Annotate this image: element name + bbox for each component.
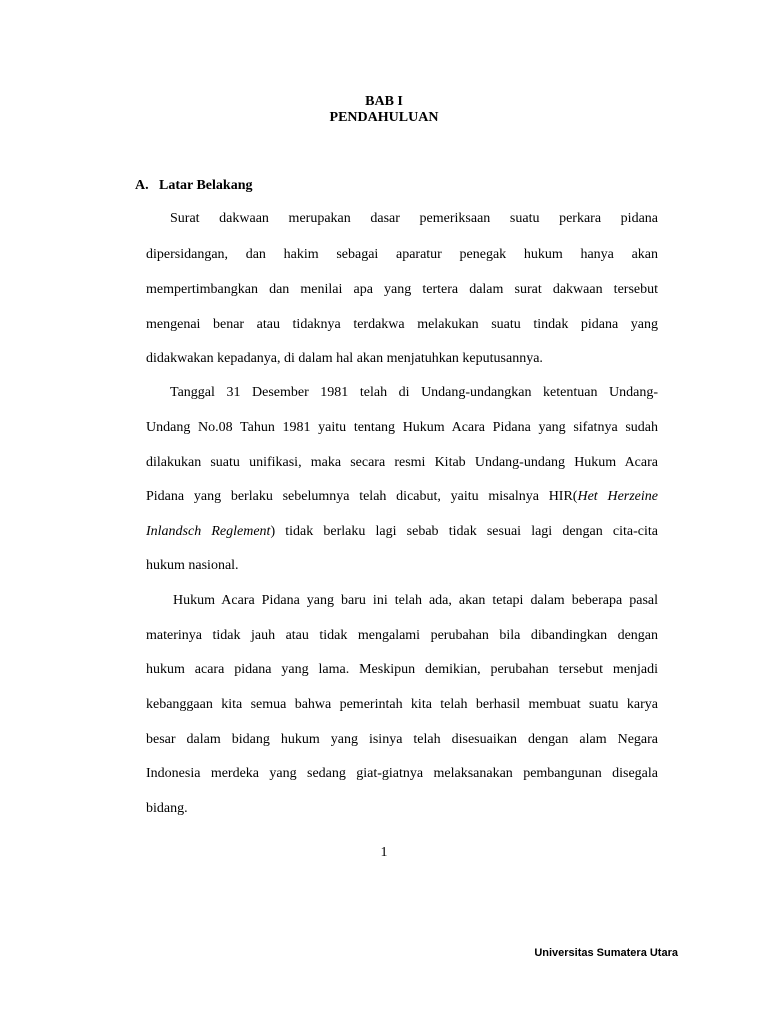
- paragraph-3-line-6: Indonesia merdeka yang sedang giat-giatnya melaksanakan pembangunan disegala: [146, 766, 658, 781]
- paragraph-1-line-2: dipersidangan, dan hakim sebagai aparatur penegak hukum hanya akan: [146, 247, 658, 262]
- paragraph-1-line-1: Surat dakwaan merupakan dasar pemeriksaan suatu perkara pidana: [170, 211, 658, 226]
- paragraph-2-line-2: Undang No.08 Tahun 1981 yaitu tentang Hukum Acara Pidana yang sifatnya sudah: [146, 420, 658, 435]
- paragraph-3-line-3: hukum acara pidana yang lama. Meskipun demikian, perubahan tersebut menjadi: [146, 662, 658, 677]
- section-marker: A.: [135, 178, 149, 193]
- paragraph-2-line-5: [146, 524, 658, 540]
- het-herzeine-italic: Het Herzeine: [577, 489, 658, 504]
- hir-text: Pidana yang berlaku sebelumnya telah dicabut, yaitu misalnya HIR(: [146, 489, 578, 504]
- paragraph-3-line-7: bidang.: [146, 801, 188, 816]
- paragraph-1-line-5: didakwakan kepadanya, di dalam hal akan menjatuhkan keputusannya.: [146, 351, 543, 366]
- paragraph-1-line-3: mempertimbangkan dan menilai apa yang tertera dalam surat dakwaan tersebut: [146, 282, 658, 297]
- paragraph-1-line-4: mengenai benar atau tidaknya terdakwa melakukan suatu tindak pidana yang: [146, 317, 658, 332]
- paragraph-2-line-1: Tanggal 31 Desember 1981 telah di Undang-undangkan ketentuan Undang-: [170, 385, 658, 400]
- footer-institution: Universitas Sumatera Utara: [534, 947, 678, 959]
- paragraph-2-line-6: hukum nasional.: [146, 558, 239, 573]
- paragraph-3-line-5: besar dalam bidang hukum yang isinya telah disesuaikan dengan alam Negara: [146, 732, 658, 747]
- chapter-title: PENDAHULUAN: [329, 110, 439, 125]
- chapter-number: BAB I: [365, 94, 403, 109]
- reglement-after-text: ) tidak berlaku lagi sebab tidak sesuai lagi dengan cita-cita: [270, 524, 658, 539]
- page-number: 1: [380, 845, 388, 860]
- paragraph-3-line-1: Hukum Acara Pidana yang baru ini telah ada, akan tetapi dalam beberapa pasal: [173, 593, 658, 608]
- section-title: Latar Belakang: [159, 178, 253, 193]
- inlandsch-reglement-italic: Inlandsch Reglement: [146, 524, 271, 539]
- paragraph-2-line-4: [146, 489, 658, 505]
- section-heading: [135, 178, 252, 194]
- paragraph-2-line-3: dilakukan suatu unifikasi, maka secara resmi Kitab Undang-undang Hukum Acara: [146, 455, 658, 470]
- paragraph-3-line-2: materinya tidak jauh atau tidak mengalami perubahan bila dibandingkan dengan: [146, 628, 658, 643]
- paragraph-3-line-4: kebanggaan kita semua bahwa pemerintah kita telah berhasil membuat suatu karya: [146, 697, 658, 712]
